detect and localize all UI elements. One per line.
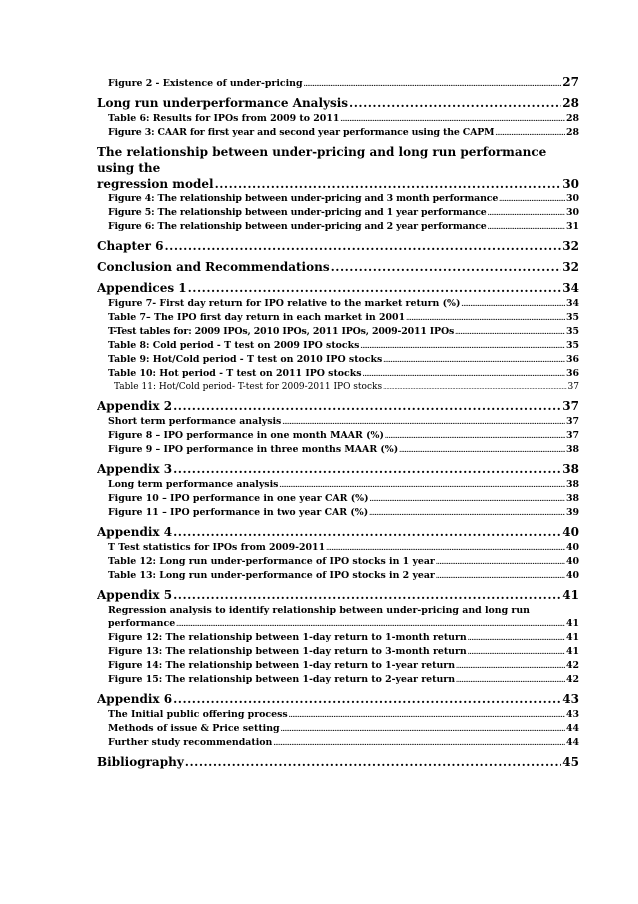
toc-entry-long-term[interactable] xyxy=(97,478,579,492)
toc-page-number: 37 xyxy=(565,430,579,441)
toc-entry-t-test-tables[interactable] xyxy=(97,325,579,339)
dot-leader xyxy=(455,326,565,339)
toc-entry-title: Table 13: Long run under-performance of IPO stocks in 2 year xyxy=(108,570,435,581)
toc-entry-title: Table 10: Hot period - T test on 2011 IPO stocks xyxy=(108,368,362,379)
toc-entry-appendix-5[interactable] xyxy=(97,587,579,604)
toc-entry-title: Table 9: Hot/Cold period - T test on 2010 IPO stocks xyxy=(108,354,383,365)
toc-entry-figure-3[interactable] xyxy=(97,126,579,140)
toc-entry-title: Methods of issue & Price setting xyxy=(108,723,280,734)
toc-page-number: 41 xyxy=(565,632,579,643)
dot-leader xyxy=(281,723,565,736)
toc-entry-figure-5[interactable] xyxy=(97,206,579,220)
toc-entry-title: Conclusion and Recommendations xyxy=(97,260,330,274)
toc-page-number: 38 xyxy=(562,462,579,476)
toc-page-number: 44 xyxy=(565,737,579,748)
toc-entry-title: Long term performance analysis xyxy=(108,479,279,490)
toc-page-number: 42 xyxy=(565,674,579,685)
toc-entry-title: regression model xyxy=(97,177,214,191)
toc-entry-figure-2[interactable] xyxy=(97,76,579,91)
toc-entry-title: Appendix 6 xyxy=(97,692,173,706)
toc-entry-relationship-line1[interactable]: The relationship between under-pricing and long run performance using the xyxy=(97,145,547,175)
toc-page-number: 38 xyxy=(565,493,579,504)
toc-entry-title: Figure 2 - Existence of under-pricing xyxy=(108,78,303,89)
toc-entry-title: Figure 8 – IPO performance in one month MAAR (%) xyxy=(108,430,384,441)
toc-entry-figure-11[interactable] xyxy=(97,506,579,520)
dot-leader xyxy=(468,646,565,659)
dot-leader xyxy=(461,298,565,311)
toc-entry-title: Figure 13: The relationship between 1-day return to 3-month return xyxy=(108,646,467,657)
dot-leader xyxy=(164,238,561,255)
toc-page-number: 31 xyxy=(565,221,579,232)
dot-leader xyxy=(273,737,565,750)
toc-entry-title: Table 12: Long run under-performance of IPO stocks in 1 year xyxy=(108,556,435,567)
toc-page-number: 43 xyxy=(562,692,579,706)
dot-leader xyxy=(385,430,565,443)
dot-leader xyxy=(383,382,566,394)
toc-page-number: 35 xyxy=(565,326,579,337)
toc-entry-title: Table 6: Results for IPOs from 2009 to 2011 xyxy=(108,113,340,124)
toc-entry-table-9[interactable] xyxy=(97,353,579,367)
toc-entry-further-study[interactable] xyxy=(97,736,579,750)
toc-entry-table-11[interactable] xyxy=(97,381,579,394)
toc-entry-title: Long run underperformance Analysis xyxy=(97,96,349,110)
dot-leader xyxy=(173,461,561,478)
dot-leader xyxy=(173,587,561,604)
dot-leader xyxy=(173,691,561,708)
toc-entry-table-10[interactable] xyxy=(97,367,579,381)
toc-page-number: 35 xyxy=(565,340,579,351)
dot-leader xyxy=(499,193,565,206)
toc-entry-table-13[interactable] xyxy=(97,569,579,583)
toc-entry-title: Figure 6: The relationship between under-pricing and 2 year performance xyxy=(108,221,487,232)
dot-leader xyxy=(495,127,565,140)
dot-leader xyxy=(383,354,565,367)
toc-entry-title: Appendix 5 xyxy=(97,588,173,602)
toc-entry-title: Figure 15: The relationship between 1-day return to 2-year return xyxy=(108,674,456,685)
toc-page-number: 32 xyxy=(562,260,579,274)
toc-page-number: 42 xyxy=(565,660,579,671)
toc-entry-title: Figure 11 – IPO performance in two year CAR (%) xyxy=(108,507,369,518)
toc-entry-figure-7[interactable] xyxy=(97,297,579,311)
dot-leader xyxy=(436,556,565,569)
dot-leader xyxy=(363,368,565,381)
toc-entry-figure-14[interactable] xyxy=(97,659,579,673)
dot-leader xyxy=(173,524,561,541)
toc-entry-title: Figure 5: The relationship between under-pricing and 1 year performance xyxy=(108,207,487,218)
toc-entry-t-test-statistics[interactable] xyxy=(97,541,579,555)
dot-leader xyxy=(406,312,565,325)
dot-leader xyxy=(185,754,562,771)
toc-entry-bibliography[interactable] xyxy=(97,754,579,771)
toc-page-number: 32 xyxy=(562,239,579,253)
dot-leader xyxy=(173,398,561,415)
dot-leader xyxy=(304,78,562,91)
dot-leader xyxy=(331,259,562,276)
toc-page-number: 38 xyxy=(565,479,579,490)
toc-page-number: 34 xyxy=(565,298,579,309)
toc-entry-appendix-3[interactable] xyxy=(97,461,579,478)
toc-entry-figure-10[interactable] xyxy=(97,492,579,506)
toc-entry-figure-8[interactable] xyxy=(97,429,579,443)
toc-entry-title: Table 8: Cold period - T test on 2009 IPO stocks xyxy=(108,340,360,351)
dot-leader xyxy=(468,632,565,645)
dot-leader xyxy=(282,416,565,429)
toc-entry-title: Table 11: Hot/Cold period- T-test for 2009-2011 IPO stocks xyxy=(114,382,383,392)
toc-entry-title: Figure 12: The relationship between 1-day return to 1-month return xyxy=(108,632,467,643)
dot-leader xyxy=(349,95,561,112)
toc-entry-title: Appendix 3 xyxy=(97,462,173,476)
toc-page-number: 40 xyxy=(565,542,579,553)
toc-entry-figure-4[interactable] xyxy=(97,192,579,206)
toc-entry-figure-9[interactable] xyxy=(97,443,579,457)
toc-entry-appendix-6[interactable] xyxy=(97,691,579,708)
toc-entry-figure-15[interactable] xyxy=(97,673,579,687)
toc-entry-title: Appendix 2 xyxy=(97,399,173,413)
toc-entry-title: Figure 7- First day return for IPO relative to the market return (%) xyxy=(108,298,461,309)
toc-entry-table-8[interactable] xyxy=(97,339,579,353)
toc-entry-title: performance xyxy=(108,618,176,629)
toc-entry-title: Chapter 6 xyxy=(97,239,164,253)
toc-page-number: 30 xyxy=(565,207,579,218)
dot-leader xyxy=(289,709,565,722)
toc-entry-table-6[interactable] xyxy=(97,112,579,126)
dot-leader xyxy=(456,674,565,687)
toc-page-number: 44 xyxy=(565,723,579,734)
toc-page-number: 30 xyxy=(562,177,579,191)
toc-entry-regression[interactable] xyxy=(97,617,579,631)
toc-entry-title: T Test statistics for IPOs from 2009-2011 xyxy=(108,542,326,553)
toc-page-number: 40 xyxy=(565,570,579,581)
toc-entry-table-12[interactable] xyxy=(97,555,579,569)
toc-entry-title: Appendices 1 xyxy=(97,281,187,295)
toc-page-number: 28 xyxy=(565,113,579,124)
dot-leader xyxy=(399,444,565,457)
toc-page-number: 41 xyxy=(565,646,579,657)
toc-page-number: 43 xyxy=(565,709,579,720)
toc-entry-long-run[interactable] xyxy=(97,95,579,112)
toc-page-number: 41 xyxy=(565,618,579,629)
toc-page-number: 37 xyxy=(562,399,579,413)
toc-entry-figure-6[interactable] xyxy=(97,220,579,234)
toc-entry-title: Further study recommendation xyxy=(108,737,273,748)
toc-entry-title: Figure 10 – IPO performance in one year CAR (%) xyxy=(108,493,369,504)
toc-page-number: 34 xyxy=(562,281,579,295)
toc-page-number: 28 xyxy=(562,96,579,110)
toc-page-number: 36 xyxy=(565,354,579,365)
toc-page-number: 37 xyxy=(565,416,579,427)
toc-page-number: 38 xyxy=(565,444,579,455)
dot-leader xyxy=(215,176,562,192)
toc-entry-title: Table 7– The IPO first day return in each market in 2001 xyxy=(108,312,406,323)
toc-page-number: 39 xyxy=(565,507,579,518)
toc-page-number: 28 xyxy=(565,127,579,138)
table-of-contents xyxy=(97,76,579,771)
dot-leader xyxy=(279,479,565,492)
toc-entry-title: Figure 9 – IPO performance in three months MAAR (%) xyxy=(108,444,399,455)
toc-entry-appendix-2[interactable] xyxy=(97,398,579,415)
toc-entry-methods-of-issue[interactable] xyxy=(97,722,579,736)
toc-entry-appendices-1[interactable] xyxy=(97,280,579,297)
dot-leader xyxy=(488,207,565,220)
dot-leader xyxy=(456,660,565,673)
toc-page-number: 37 xyxy=(567,382,579,392)
toc-entry-appendix-4[interactable] xyxy=(97,524,579,541)
dot-leader xyxy=(340,113,565,126)
toc-page-number: 36 xyxy=(565,368,579,379)
toc-entry-short-term[interactable] xyxy=(97,415,579,429)
toc-entry-title: The Initial public offering process xyxy=(108,709,288,720)
toc-entry-title: Figure 4: The relationship between under-pricing and 3 month performance xyxy=(108,193,499,204)
toc-entry-chapter-6[interactable] xyxy=(97,238,579,255)
dot-leader xyxy=(326,542,565,555)
toc-entry-figure-12[interactable] xyxy=(97,631,579,645)
dot-leader xyxy=(370,493,565,506)
dot-leader xyxy=(176,618,565,631)
toc-entry-title: Figure 14: The relationship between 1-day return to 1-year return xyxy=(108,660,456,671)
toc-entry-table-7[interactable] xyxy=(97,311,579,325)
dot-leader xyxy=(488,221,565,234)
toc-entry-title: Figure 3: CAAR for first year and second year performance using the CAPM xyxy=(108,127,495,138)
toc-entry-title: T-Test tables for: 2009 IPOs, 2010 IPOs, 2011 IPOs, 2009-2011 IPOs xyxy=(108,326,455,337)
toc-page-number: 30 xyxy=(565,193,579,204)
toc-page-number: 27 xyxy=(562,76,579,89)
toc-page-number: 41 xyxy=(562,588,579,602)
toc-entry-regression-line1[interactable]: Regression analysis to identify relationship between under-pricing and long run xyxy=(108,605,530,616)
dot-leader xyxy=(369,507,565,520)
dot-leader xyxy=(188,280,562,297)
toc-entry-conclusion[interactable] xyxy=(97,259,579,276)
toc-entry-title: Bibliography xyxy=(97,755,184,769)
dot-leader xyxy=(436,570,565,583)
dot-leader xyxy=(360,340,565,353)
toc-entry-title: Short term performance analysis xyxy=(108,416,282,427)
toc-page-number: 40 xyxy=(565,556,579,567)
toc-page-number: 45 xyxy=(562,755,579,769)
toc-entry-ipo-process[interactable] xyxy=(97,708,579,722)
toc-page-number: 40 xyxy=(562,525,579,539)
toc-entry-relationship[interactable] xyxy=(97,176,579,192)
toc-page-number: 35 xyxy=(565,312,579,323)
toc-entry-title: Appendix 4 xyxy=(97,525,173,539)
toc-entry-figure-13[interactable] xyxy=(97,645,579,659)
